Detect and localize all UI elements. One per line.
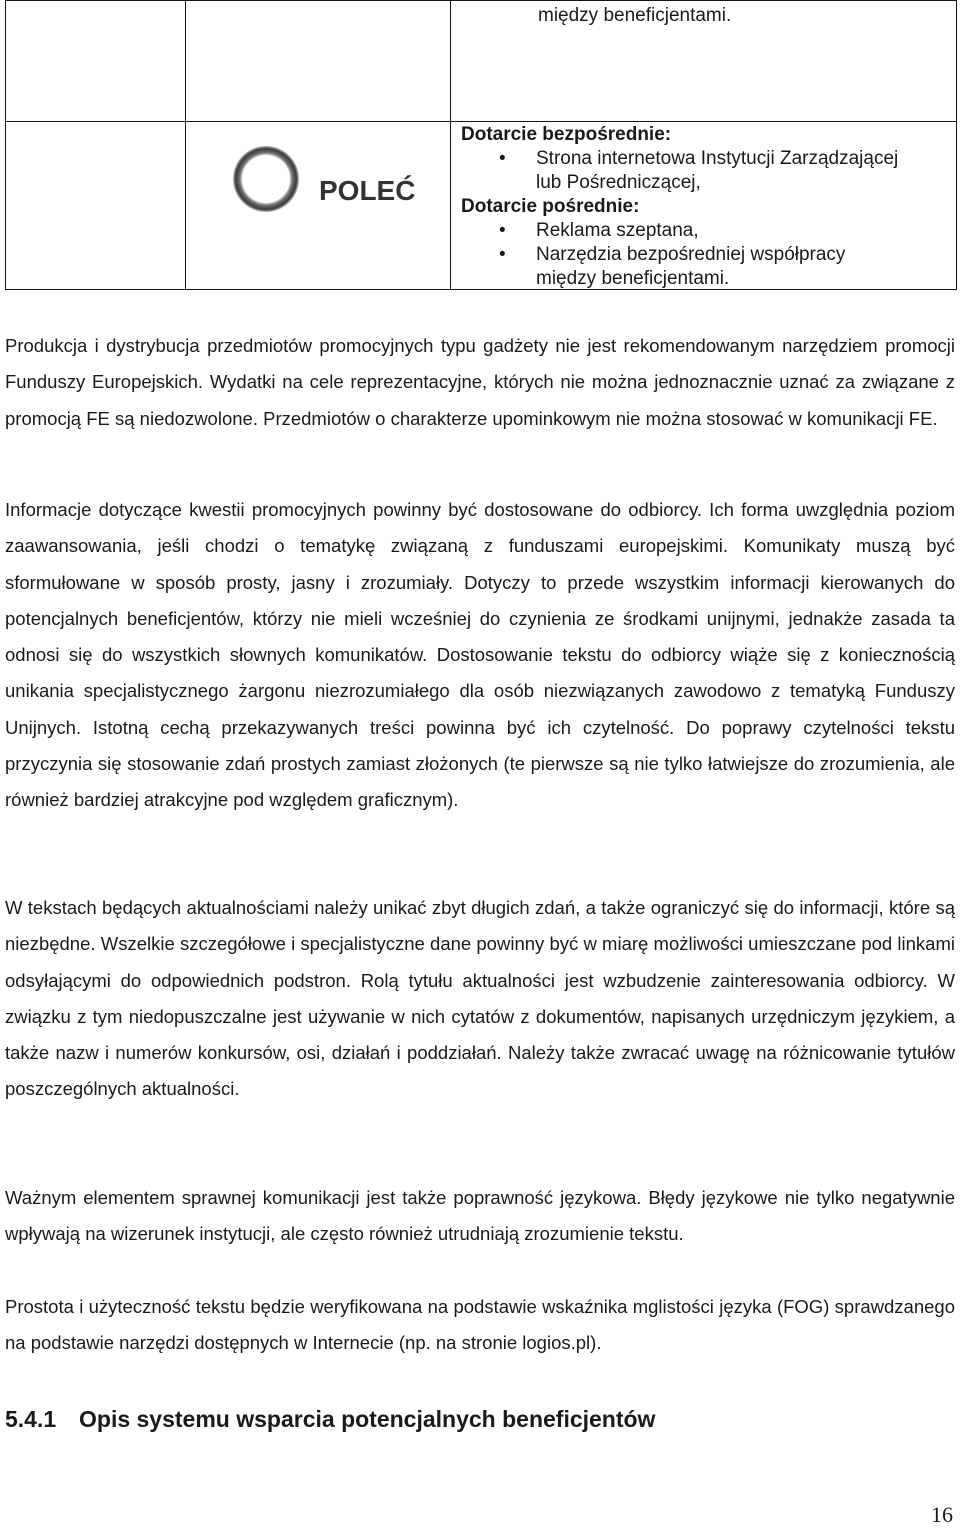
table-column-divider-2: [450, 0, 451, 290]
bullet-icon: •: [499, 148, 506, 169]
direct-reach-heading: Dotarcie bezpośrednie:: [461, 124, 672, 145]
paragraph-fog-index: Prostota i użyteczność tekstu będzie weryfikowana na podstawie wskaźnika mglistości języka (FOG) sprawdzanego na podstawie narzędzi dostępnych w Internecie (np. na stronie logios.pl).: [5, 1296, 955, 1354]
paragraph-language-correctness: Ważnym elementem sprawnej komunikacji jest także poprawność językowa. Błędy językowe nie tylko negatywnie wpływają na wizerunek instytucji, ale często również utrudniają zrozumienie tekstu.: [5, 1187, 955, 1245]
bullet-icon: •: [499, 220, 506, 241]
section-number: 5.4.1: [5, 1406, 57, 1432]
list-item: • Narzędzia bezpośredniej współpracy: [499, 244, 846, 265]
indirect-reach-heading: Dotarcie pośrednie:: [461, 196, 640, 217]
table-row1-text: między beneficjentami.: [538, 5, 732, 26]
table-border-right: [956, 0, 957, 290]
table-row2-content: [461, 123, 898, 291]
section-title: Opis systemu wsparcia potencjalnych beneficjentów: [79, 1406, 656, 1432]
table-border-left: [5, 0, 6, 290]
list-item-continuation: między beneficjentami.: [536, 268, 730, 289]
table-column-divider-1: [185, 0, 186, 290]
section-heading: [5, 1406, 655, 1433]
promotion-table: [5, 0, 957, 290]
circle-outline-icon: [227, 143, 303, 215]
list-item: • Reklama szeptana,: [499, 220, 699, 241]
paragraph-news-texts: W tekstach będących aktualnościami należy unikać zbyt długich zdań, a także ograniczyć się do informacji, które są niezbędne. Wszelkie szczegółowe i specjalistyczne dane powinny być w miarę możliwości umieszczane pod linkami odsyłającymi do odpowiednich podstron. Rolą tytułu aktualności jest wzbudzenie zainteresowania odbiorcy. W związku z tym niedopuszczalne jest używanie w nich cytatów z dokumentów, napisanych urzędniczym językiem, a także nazw i numerów konkursów, osi, działań i poddziałań. Należy także zwracać uwagę na różnicowanie tytułów poszczególnych aktualności.: [5, 897, 955, 1100]
list-item-continuation: lub Pośredniczącej,: [536, 172, 701, 193]
table-border-top: [5, 0, 957, 1]
bullet-icon: •: [499, 244, 506, 265]
list-item: • Strona internetowa Instytucji Zarządzającej: [499, 148, 899, 169]
paragraph-audience-adaptation: Informacje dotyczące kwestii promocyjnych powinny być dostosowane do odbiorcy. Ich forma uwzględnia poziom zaawansowania, jeśli chodzi o tematykę związaną z funduszami europejskimi. Komunikaty muszą być sformułowane w sposób prosty, jasny i zrozumiały. Dotyczy to przede wszystkim informacji kierowanych do potencjalnych beneficjentów, którzy nie mieli wcześniej do czynienia ze środkami unijnymi, jednakże zasada ta odnosi się do wszystkich słownych komunikatów. Dostosowanie tekstu do odbiorcy wiąże się z koniecznością unikania specjalistycznego żargonu niezrozumiałego dla osób niezwiązanych zawodowo z tematyką Funduszy Unijnych. Istotną cechą przekazywanych treści powinna być ich czytelność. Do poprawy czytelności tekstu przyczynia się stosowanie zdań prostych zamiast złożonych (te pierwsze są nie tylko łatwiejsze do zrozumienia, ale również bardziej atrakcyjne pod względem graficznym).: [5, 499, 955, 811]
page-number: 16: [931, 1502, 953, 1527]
table-row-divider: [5, 121, 957, 122]
paragraph-promotional-items: Produkcja i dystrybucja przedmiotów promocyjnych typu gadżety nie jest rekomendowanym narzędziem promocji Funduszy Europejskich. Wydatki na cele reprezentacyjne, których nie można jednoznacznie uznać za związane z promocją FE są niedozwolone. Przedmiotów o charakterze upominkowym nie można stosować w komunikacji FE.: [5, 335, 955, 429]
polec-logo-text: POLEĆ: [319, 175, 416, 206]
polec-logo: [227, 143, 417, 215]
